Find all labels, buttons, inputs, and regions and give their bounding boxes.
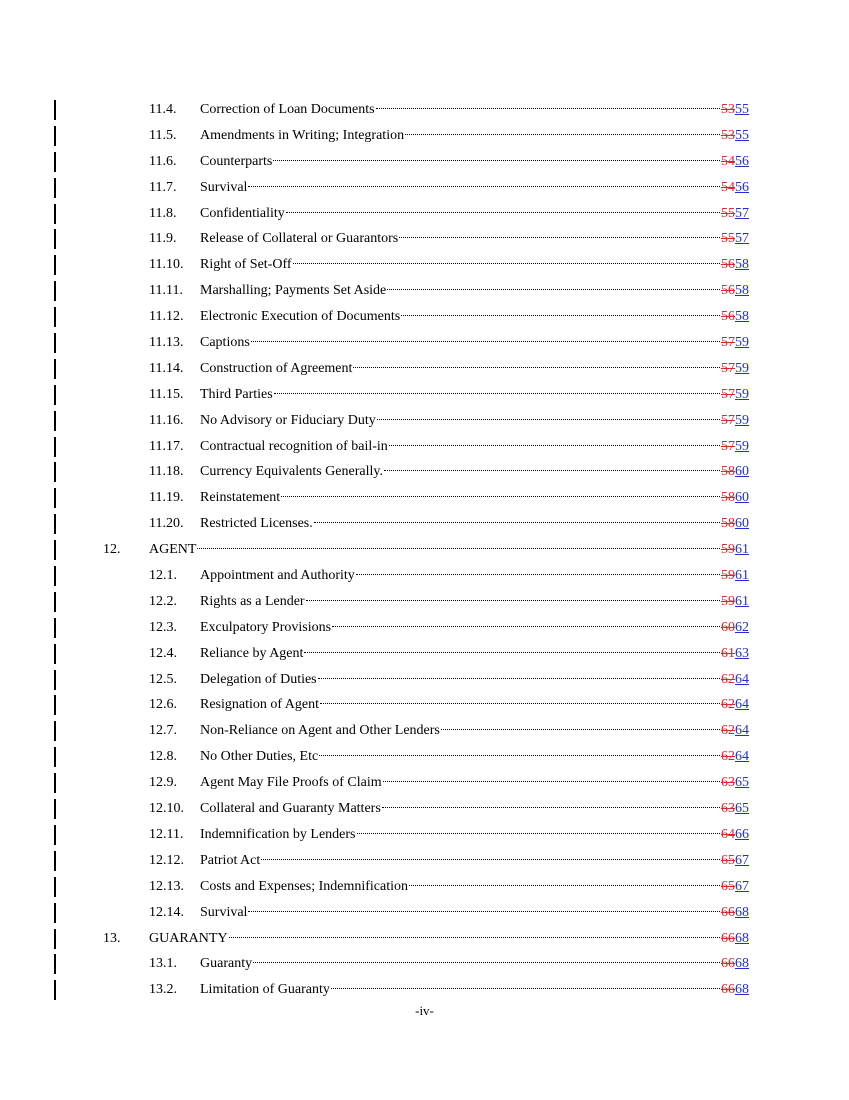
deleted-page-number: 54 — [721, 179, 735, 195]
toc-entry — [0, 201, 849, 227]
toc-entry-pages[interactable] — [721, 667, 749, 693]
toc-entry-pages[interactable] — [721, 175, 749, 201]
toc-entry — [0, 408, 849, 434]
toc-entry-pages[interactable] — [721, 304, 749, 330]
deleted-page-number: 64 — [721, 826, 735, 842]
dot-leader — [389, 445, 720, 446]
toc-entry-title[interactable]: Reinstatement — [200, 490, 281, 506]
change-bar — [54, 437, 56, 457]
toc-entry-title[interactable]: Costs and Expenses; Indemnification — [200, 878, 409, 894]
toc-entry-number: 12.4. — [149, 645, 177, 661]
toc-entry-title[interactable]: Counterparts — [200, 153, 273, 169]
inserted-page-number[interactable]: 59 — [735, 386, 749, 402]
change-bar — [54, 644, 56, 664]
dot-leader — [251, 341, 720, 342]
toc-entry-pages[interactable] — [721, 977, 749, 1003]
inserted-page-number[interactable]: 56 — [735, 179, 749, 195]
toc-entry-number: 11.14. — [149, 360, 184, 376]
dot-leader — [281, 496, 720, 497]
toc-entry-pages[interactable] — [721, 951, 749, 977]
toc-entry-title[interactable]: Captions — [200, 335, 250, 351]
toc-entry-pages[interactable] — [721, 848, 749, 874]
deleted-page-number: 63 — [721, 801, 735, 817]
inserted-page-number[interactable]: 57 — [735, 231, 749, 247]
toc-entry-pages[interactable] — [721, 201, 749, 227]
change-bar — [54, 152, 56, 172]
toc-entry-number: 11.8. — [149, 205, 177, 221]
toc-entry-title[interactable]: Exculpatory Provisions — [200, 619, 332, 635]
toc-entry-pages[interactable] — [721, 123, 749, 149]
change-bar — [54, 929, 56, 949]
change-bar — [54, 877, 56, 897]
deleted-page-number: 55 — [721, 231, 735, 247]
dot-leader — [356, 574, 720, 575]
toc-entry-title[interactable]: No Advisory or Fiduciary Duty — [200, 412, 376, 428]
toc-entry-number: 11.5. — [149, 127, 177, 143]
dot-leader — [197, 548, 720, 549]
toc-entry — [0, 123, 849, 149]
inserted-page-number[interactable]: 66 — [735, 826, 749, 842]
toc-entry — [0, 641, 849, 667]
dot-leader — [253, 962, 720, 963]
toc-entry-pages[interactable] — [721, 485, 749, 511]
dot-leader — [304, 652, 720, 653]
deleted-page-number: 53 — [721, 102, 735, 117]
change-bar — [54, 747, 56, 767]
toc-entry — [0, 848, 849, 874]
inserted-page-number[interactable]: 59 — [735, 360, 749, 376]
toc-entry-title[interactable]: Rights as a Lender — [200, 593, 305, 609]
deleted-page-number: 57 — [721, 335, 735, 351]
inserted-page-number[interactable]: 55 — [735, 102, 749, 117]
change-bar — [54, 411, 56, 431]
toc-entry-number: 12.10. — [149, 801, 184, 817]
inserted-page-number[interactable]: 64 — [735, 697, 749, 713]
toc-entry-number: 11.20. — [149, 516, 184, 532]
toc-entry — [0, 796, 849, 822]
change-bar — [54, 462, 56, 482]
change-bar — [54, 592, 56, 612]
toc-entry — [0, 822, 849, 848]
toc-entry-pages[interactable] — [721, 744, 749, 770]
toc-entry-number: 12.11. — [149, 826, 184, 842]
toc-entry-number: 13.2. — [149, 982, 177, 998]
dot-leader — [357, 833, 720, 834]
deleted-page-number: 66 — [721, 930, 735, 946]
toc-entry-number: 12.9. — [149, 775, 177, 791]
toc-entry-number: 11.7. — [149, 179, 177, 195]
toc-entry-pages[interactable] — [721, 718, 749, 744]
toc-entry-pages[interactable] — [721, 408, 749, 434]
toc-entry-title[interactable]: Construction of Agreement — [200, 360, 353, 376]
toc-entry-title[interactable]: Release of Collateral or Guarantors — [200, 231, 399, 247]
deleted-page-number: 55 — [721, 205, 735, 221]
dot-leader — [248, 186, 720, 187]
toc-entry-title[interactable]: Correction of Loan Documents — [200, 102, 375, 117]
dot-leader — [353, 367, 720, 368]
change-bar — [54, 333, 56, 353]
toc-entry-pages[interactable] — [721, 356, 749, 382]
toc-entry-number: 11.13. — [149, 335, 184, 351]
deleted-page-number: 62 — [721, 723, 735, 739]
change-bar — [54, 229, 56, 249]
inserted-page-number[interactable]: 57 — [735, 205, 749, 221]
toc-entry — [0, 874, 849, 900]
change-bar — [54, 980, 56, 1000]
toc-entry — [0, 615, 849, 641]
deleted-page-number: 60 — [721, 619, 735, 635]
toc-entry-title[interactable]: No Other Duties, Etc — [200, 749, 319, 765]
toc-entry — [0, 278, 849, 304]
toc-entry-pages[interactable] — [721, 822, 749, 848]
toc-entry — [0, 977, 849, 1003]
toc-entry-number: 12.6. — [149, 697, 177, 713]
dot-leader — [383, 781, 720, 782]
inserted-page-number[interactable]: 61 — [735, 593, 749, 609]
toc-entry-title[interactable]: Currency Equivalents Generally. — [200, 464, 383, 480]
toc-entry-title[interactable]: Restricted Licenses. — [200, 516, 313, 532]
toc-entry-title[interactable]: GUARANTY — [149, 930, 228, 946]
dot-leader — [248, 911, 720, 912]
change-bar — [54, 618, 56, 638]
toc-entry-number: 12.1. — [149, 568, 177, 584]
toc-entry-number: 13.1. — [149, 956, 177, 972]
toc-entry — [0, 692, 849, 718]
change-bar — [54, 281, 56, 301]
inserted-page-number[interactable]: 55 — [735, 127, 749, 143]
deleted-page-number: 62 — [721, 671, 735, 687]
change-bar — [54, 825, 56, 845]
change-bar — [54, 307, 56, 327]
deleted-page-number: 65 — [721, 878, 735, 894]
dot-leader — [384, 470, 720, 471]
inserted-page-number[interactable]: 59 — [735, 438, 749, 454]
change-bar — [54, 255, 56, 275]
toc-entry-title[interactable]: Collateral and Guaranty Matters — [200, 801, 381, 817]
toc-entry-title[interactable]: Amendments in Writing; Integration — [200, 127, 405, 143]
toc-entry — [0, 589, 849, 615]
dot-leader — [332, 626, 720, 627]
table-of-contents — [0, 97, 849, 1003]
toc-entry-title[interactable]: Survival — [200, 179, 248, 195]
toc-entry-pages[interactable] — [721, 97, 749, 123]
toc-entry-number: 13. — [103, 930, 121, 946]
toc-entry-title[interactable]: Right of Set-Off — [200, 257, 292, 273]
toc-entry-pages[interactable] — [721, 641, 749, 667]
toc-entry — [0, 718, 849, 744]
toc-entry-pages[interactable] — [721, 926, 749, 952]
change-bar — [54, 126, 56, 146]
inserted-page-number[interactable]: 58 — [735, 309, 749, 325]
toc-entry-number: 11.10. — [149, 257, 184, 273]
toc-entry-pages[interactable] — [721, 874, 749, 900]
toc-entry-pages[interactable] — [721, 382, 749, 408]
dot-leader — [314, 522, 720, 523]
toc-entry-pages[interactable] — [721, 252, 749, 278]
dot-leader — [405, 134, 720, 135]
inserted-page-number[interactable]: 68 — [735, 930, 749, 946]
deleted-page-number: 57 — [721, 360, 735, 376]
deleted-page-number: 59 — [721, 593, 735, 609]
deleted-page-number: 56 — [721, 283, 735, 299]
deleted-page-number: 59 — [721, 542, 735, 558]
deleted-page-number: 59 — [721, 568, 735, 584]
toc-entry-pages[interactable] — [721, 770, 749, 796]
dot-leader — [409, 885, 720, 886]
toc-entry-pages[interactable] — [721, 796, 749, 822]
inserted-page-number[interactable]: 56 — [735, 153, 749, 169]
deleted-page-number: 57 — [721, 438, 735, 454]
change-bar — [54, 954, 56, 974]
toc-entry-number: 11.6. — [149, 153, 177, 169]
dot-leader — [274, 393, 720, 394]
toc-entry-number: 11.17. — [149, 438, 184, 454]
inserted-page-number[interactable]: 68 — [735, 956, 749, 972]
deleted-page-number: 66 — [721, 982, 735, 998]
change-bar — [54, 540, 56, 560]
toc-entry-title[interactable]: Indemnification by Lenders — [200, 826, 356, 842]
inserted-page-number[interactable]: 65 — [735, 775, 749, 791]
toc-entry-title[interactable]: Agent May File Proofs of Claim — [200, 775, 382, 791]
toc-entry — [0, 770, 849, 796]
dot-leader — [399, 237, 720, 238]
deleted-page-number: 57 — [721, 412, 735, 428]
toc-entry-pages[interactable] — [721, 511, 749, 537]
toc-entry — [0, 304, 849, 330]
change-bar — [54, 204, 56, 224]
toc-entry — [0, 900, 849, 926]
dot-leader — [376, 108, 720, 109]
toc-entry-number: 12.13. — [149, 878, 184, 894]
inserted-page-number[interactable]: 58 — [735, 257, 749, 273]
inserted-page-number[interactable]: 63 — [735, 645, 749, 661]
toc-entry — [0, 434, 849, 460]
change-bar — [54, 514, 56, 534]
deleted-page-number: 66 — [721, 956, 735, 972]
toc-entry-pages[interactable] — [721, 900, 749, 926]
toc-entry-number: 11.15. — [149, 386, 184, 402]
inserted-page-number[interactable]: 60 — [735, 464, 749, 480]
inserted-page-number[interactable]: 68 — [735, 904, 749, 920]
deleted-page-number: 58 — [721, 516, 735, 532]
inserted-page-number[interactable]: 65 — [735, 801, 749, 817]
dot-leader — [273, 160, 720, 161]
inserted-page-number[interactable]: 64 — [735, 749, 749, 765]
toc-entry-number: 12.12. — [149, 852, 184, 868]
change-bar — [54, 773, 56, 793]
toc-entry — [0, 459, 849, 485]
toc-entry-title[interactable]: Guaranty — [200, 956, 253, 972]
change-bar — [54, 100, 56, 120]
toc-entry-title[interactable]: Delegation of Duties — [200, 671, 317, 687]
inserted-page-number[interactable]: 60 — [735, 490, 749, 506]
deleted-page-number: 53 — [721, 127, 735, 143]
toc-entry-title[interactable]: Resignation of Agent — [200, 697, 319, 713]
change-bar — [54, 385, 56, 405]
inserted-page-number[interactable]: 58 — [735, 283, 749, 299]
toc-entry — [0, 563, 849, 589]
toc-entry-number: 11.19. — [149, 490, 184, 506]
toc-entry-title[interactable]: Reliance by Agent — [200, 645, 304, 661]
toc-entry-title[interactable]: Survival — [200, 904, 248, 920]
toc-entry-pages[interactable] — [721, 589, 749, 615]
toc-entry-title[interactable]: Contractual recognition of bail-in — [200, 438, 388, 454]
toc-entry-number: 11.11. — [149, 283, 183, 299]
change-bar — [54, 695, 56, 715]
toc-entry-pages[interactable] — [721, 149, 749, 175]
toc-entry-number: 11.16. — [149, 412, 184, 428]
inserted-page-number[interactable]: 67 — [735, 878, 749, 894]
change-bar — [54, 359, 56, 379]
inserted-page-number[interactable]: 68 — [735, 982, 749, 998]
dot-leader — [293, 263, 720, 264]
toc-entry-title[interactable]: Limitation of Guaranty — [200, 982, 330, 998]
dot-leader — [319, 755, 720, 756]
toc-entry-number: 11.18. — [149, 464, 184, 480]
change-bar — [54, 903, 56, 923]
dot-leader — [377, 419, 720, 420]
toc-entry-pages[interactable] — [721, 537, 749, 563]
toc-entry — [0, 667, 849, 693]
toc-entry-pages[interactable] — [721, 278, 749, 304]
deleted-page-number: 58 — [721, 490, 735, 506]
change-bar — [54, 488, 56, 508]
change-bar — [54, 851, 56, 871]
inserted-page-number[interactable]: 67 — [735, 852, 749, 868]
dot-leader — [318, 678, 720, 679]
deleted-page-number: 62 — [721, 749, 735, 765]
toc-entry — [0, 226, 849, 252]
change-bar — [54, 670, 56, 690]
dot-leader — [401, 315, 720, 316]
dot-leader — [261, 859, 720, 860]
toc-entry-number: 11.12. — [149, 309, 184, 325]
toc-entry-title[interactable]: Patriot Act — [200, 852, 261, 868]
toc-entry-title[interactable]: Confidentiality — [200, 205, 285, 221]
inserted-page-number[interactable]: 59 — [735, 412, 749, 428]
toc-entry-pages[interactable] — [721, 563, 749, 589]
toc-entry-number: 12.14. — [149, 904, 184, 920]
toc-entry-title[interactable]: Marshalling; Payments Set Aside — [200, 283, 387, 299]
toc-entry — [0, 744, 849, 770]
deleted-page-number: 54 — [721, 153, 735, 169]
deleted-page-number: 66 — [721, 904, 735, 920]
inserted-page-number[interactable]: 59 — [735, 335, 749, 351]
toc-entry-pages[interactable] — [721, 692, 749, 718]
toc-entry — [0, 511, 849, 537]
toc-entry — [0, 382, 849, 408]
toc-entry — [0, 252, 849, 278]
dot-leader — [229, 937, 720, 938]
deleted-page-number: 65 — [721, 852, 735, 868]
change-bar — [54, 178, 56, 198]
toc-entry-pages[interactable] — [721, 459, 749, 485]
toc-entry-pages[interactable] — [721, 434, 749, 460]
toc-entry — [0, 537, 849, 563]
toc-entry-number: 12. — [103, 542, 121, 558]
dot-leader — [382, 807, 720, 808]
dot-leader — [306, 600, 720, 601]
deleted-page-number: 58 — [721, 464, 735, 480]
toc-entry-number: 12.3. — [149, 619, 177, 635]
toc-entry-number: 12.7. — [149, 723, 177, 739]
toc-entry — [0, 330, 849, 356]
toc-entry — [0, 175, 849, 201]
toc-entry — [0, 356, 849, 382]
deleted-page-number: 57 — [721, 386, 735, 402]
dot-leader — [286, 212, 720, 213]
inserted-page-number[interactable]: 64 — [735, 671, 749, 687]
inserted-page-number[interactable]: 61 — [735, 568, 749, 584]
toc-entry — [0, 926, 849, 952]
deleted-page-number: 63 — [721, 775, 735, 791]
toc-entry-title[interactable]: Electronic Execution of Documents — [200, 309, 401, 325]
inserted-page-number[interactable]: 61 — [735, 542, 749, 558]
toc-entry-title[interactable]: Non-Reliance on Agent and Other Lenders — [200, 723, 440, 739]
inserted-page-number[interactable]: 62 — [735, 619, 749, 635]
toc-entry-title[interactable]: Third Parties — [200, 386, 273, 402]
toc-entry-number: 12.2. — [149, 593, 177, 609]
toc-entry-number: 12.5. — [149, 671, 177, 687]
deleted-page-number: 61 — [721, 645, 735, 661]
toc-entry-number: 11.9. — [149, 231, 177, 247]
dot-leader — [387, 289, 720, 290]
deleted-page-number: 56 — [721, 257, 735, 273]
toc-entry — [0, 951, 849, 977]
toc-entry-title[interactable]: Appointment and Authority — [200, 568, 355, 584]
toc-entry-number: 12.8. — [149, 749, 177, 765]
deleted-page-number: 56 — [721, 309, 735, 325]
dot-leader — [320, 703, 720, 704]
toc-entry-pages[interactable] — [721, 226, 749, 252]
inserted-page-number[interactable]: 64 — [735, 723, 749, 739]
toc-entry-title[interactable]: AGENT — [149, 542, 197, 558]
deleted-page-number: 62 — [721, 697, 735, 713]
change-bar — [54, 799, 56, 819]
toc-entry — [0, 97, 849, 123]
toc-entry-pages[interactable] — [721, 615, 749, 641]
page-number-footer: -iv- — [415, 1003, 434, 1018]
toc-entry — [0, 149, 849, 175]
toc-entry — [0, 485, 849, 511]
dot-leader — [441, 729, 720, 730]
dot-leader — [331, 988, 720, 989]
inserted-page-number[interactable]: 60 — [735, 516, 749, 532]
toc-entry-number: 11.4. — [149, 102, 177, 117]
toc-entry-pages[interactable] — [721, 330, 749, 356]
change-bar — [54, 721, 56, 741]
change-bar — [54, 566, 56, 586]
